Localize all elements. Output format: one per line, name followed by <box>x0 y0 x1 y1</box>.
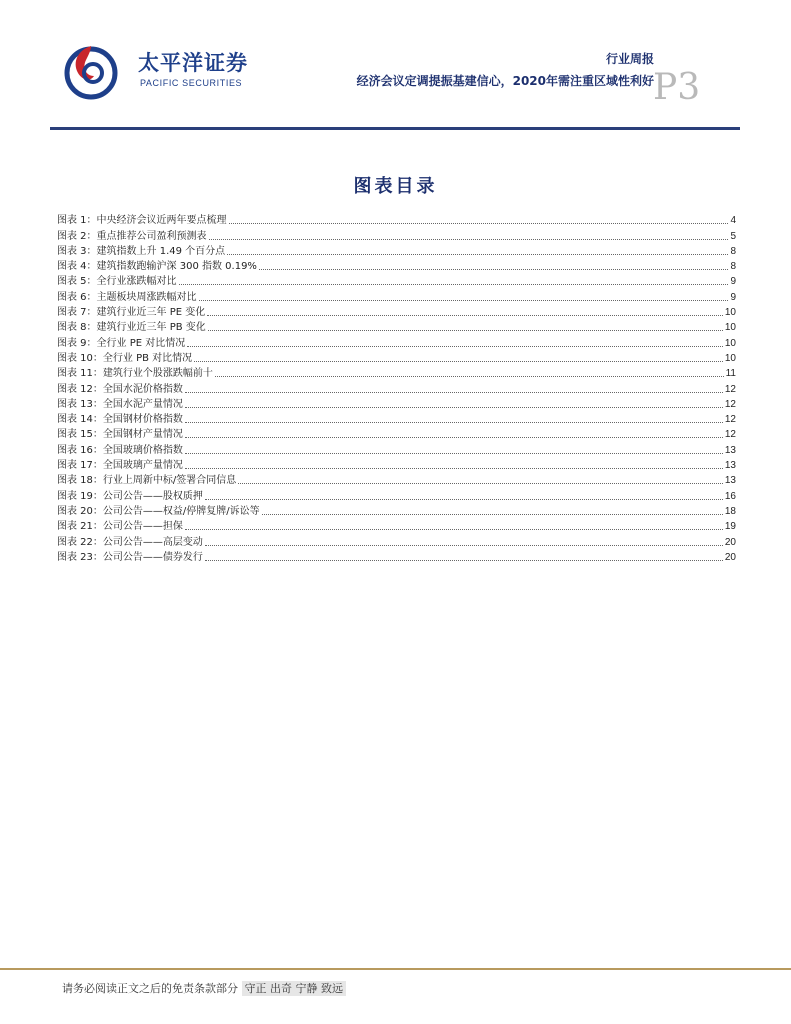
company-logo <box>60 40 248 105</box>
toc-leader-dots <box>187 346 723 347</box>
toc-leader-dots <box>259 269 729 270</box>
toc-item-page: 9 <box>730 276 736 288</box>
toc-item-page: 11 <box>725 368 736 380</box>
toc-leader-dots <box>227 254 728 255</box>
toc-item-page: 19 <box>724 521 736 533</box>
toc-leader-dots <box>215 376 724 377</box>
toc-item-label: 图表 14：全国钢材价格指数 <box>57 414 183 426</box>
toc-item[interactable] <box>57 212 736 227</box>
toc-item-label: 图表 20：公司公告——权益/停牌复牌/诉讼等 <box>57 505 260 517</box>
toc-leader-dots <box>185 468 723 469</box>
toc-item-page: 13 <box>724 475 736 487</box>
toc-item[interactable] <box>57 243 736 258</box>
toc-item[interactable] <box>57 503 736 518</box>
toc-item-page: 12 <box>724 429 736 441</box>
toc-leader-dots <box>209 239 729 240</box>
toc-item-label: 图表 10：全行业 PB 对比情况 <box>57 352 193 364</box>
toc-item-label: 图表 4：建筑指数跑输沪深 300 指数 0.19% <box>57 261 257 273</box>
toc-item[interactable] <box>57 258 736 273</box>
toc-leader-dots <box>179 284 729 285</box>
toc-item[interactable] <box>57 396 736 411</box>
toc-item[interactable] <box>57 411 736 426</box>
toc-item[interactable] <box>57 441 736 456</box>
toc-item[interactable] <box>57 227 736 242</box>
toc-item-label: 图表 8：建筑行业近三年 PB 变化 <box>57 322 206 334</box>
toc-item[interactable] <box>57 350 736 365</box>
toc-item-label: 图表 17：全国玻璃产量情况 <box>57 460 183 472</box>
toc-item[interactable] <box>57 380 736 395</box>
logo-english-name: PACIFIC SECURITIES <box>140 78 243 88</box>
toc-item-page: 12 <box>724 398 736 410</box>
toc-item-page: 12 <box>724 383 736 395</box>
toc-item-label: 图表 9：全行业 PE 对比情况 <box>57 337 186 349</box>
toc-item-page: 18 <box>724 505 736 517</box>
toc-item-label: 图表 11：建筑行业个股涨跌幅前十 <box>57 368 213 380</box>
toc-item-page: 20 <box>724 551 736 563</box>
toc-item-label: 图表 15：全国钢材产量情况 <box>57 429 183 441</box>
footer-divider <box>0 968 791 970</box>
toc-leader-dots <box>205 560 723 561</box>
header-divider <box>50 127 740 130</box>
toc-leader-dots <box>262 514 723 515</box>
toc-title: 图表目录 <box>353 176 438 197</box>
toc-leader-dots <box>229 223 729 224</box>
toc-item-label: 图表 3：建筑指数上升 1.49 个百分点 <box>57 245 226 257</box>
toc-item-label: 图表 21：公司公告——担保 <box>57 521 183 533</box>
logo-chinese-name: 太平洋证券 <box>138 51 248 75</box>
toc-item[interactable] <box>57 533 736 548</box>
toc-item-page: 8 <box>730 261 736 273</box>
toc-item-page: 16 <box>724 490 736 502</box>
toc-item[interactable] <box>57 549 736 564</box>
toc-item-page: 13 <box>724 444 736 456</box>
toc-item-label: 图表 1：中央经济会议近两年要点梳理 <box>57 215 227 227</box>
toc-item[interactable] <box>57 472 736 487</box>
toc-leader-dots <box>185 437 723 438</box>
toc-item-label: 图表 2：重点推荐公司盈利预测表 <box>57 230 207 242</box>
toc-item-page: 10 <box>724 307 736 319</box>
report-type: 行业周报 <box>605 52 654 66</box>
toc-leader-dots <box>185 529 723 530</box>
report-title: 经济会议定调提振基建信心，2020年需注重区域性利好 <box>356 74 654 88</box>
page-mark: P3 <box>653 67 701 108</box>
toc-leader-dots <box>185 407 723 408</box>
toc-item-label: 图表 22：公司公告——高层变动 <box>57 536 203 548</box>
pacific-securities-logo-icon <box>60 40 122 102</box>
footer-disclaimer: 请务必阅读正文之后的免责条款部分 <box>62 982 238 995</box>
toc-item-label: 图表 19：公司公告——股权质押 <box>57 490 203 502</box>
toc-item-label: 图表 16：全国玻璃价格指数 <box>57 444 183 456</box>
toc-leader-dots <box>185 422 723 423</box>
toc-item[interactable] <box>57 288 736 303</box>
toc-item[interactable] <box>57 273 736 288</box>
toc-leader-dots <box>238 483 723 484</box>
footer <box>62 980 346 996</box>
toc-item[interactable] <box>57 365 736 380</box>
toc-leader-dots <box>207 315 723 316</box>
toc-item-label: 图表 18：行业上周新中标/签署合同信息 <box>57 475 237 487</box>
toc-leader-dots <box>185 392 723 393</box>
toc-item-page: 9 <box>730 291 736 303</box>
toc-item-label: 图表 23：公司公告——债券发行 <box>57 551 203 563</box>
toc-leader-dots <box>199 300 729 301</box>
toc-item-label: 图表 5：全行业涨跌幅对比 <box>57 276 177 288</box>
toc-item[interactable] <box>57 518 736 533</box>
toc-item-label: 图表 12：全国水泥价格指数 <box>57 383 183 395</box>
toc-item[interactable] <box>57 304 736 319</box>
toc-item-page: 10 <box>724 337 736 349</box>
toc-leader-dots <box>205 545 723 546</box>
toc-item-label: 图表 13：全国水泥产量情况 <box>57 398 183 410</box>
toc-leader-dots <box>185 453 723 454</box>
toc-item-page: 10 <box>724 322 736 334</box>
toc-item[interactable] <box>57 457 736 472</box>
toc-leader-dots <box>208 330 723 331</box>
toc-item-label: 图表 6：主题板块周涨跌幅对比 <box>57 291 197 303</box>
toc-leader-dots <box>205 499 723 500</box>
toc-item-page: 4 <box>730 215 736 227</box>
toc-item[interactable] <box>57 487 736 502</box>
toc-item-page: 20 <box>724 536 736 548</box>
toc-item-page: 13 <box>724 460 736 472</box>
toc-item[interactable] <box>57 319 736 334</box>
toc-item-page: 12 <box>724 414 736 426</box>
toc-item[interactable] <box>57 334 736 349</box>
toc-item-label: 图表 7：建筑行业近三年 PE 变化 <box>57 307 206 319</box>
toc-item-page: 10 <box>724 352 736 364</box>
toc-leader-dots <box>194 361 723 362</box>
toc-item-page: 5 <box>730 230 736 242</box>
toc-item[interactable] <box>57 426 736 441</box>
footer-motto: 守正 出奇 宁静 致远 <box>242 981 347 996</box>
toc-list <box>57 212 736 564</box>
toc-item-page: 8 <box>730 245 736 257</box>
